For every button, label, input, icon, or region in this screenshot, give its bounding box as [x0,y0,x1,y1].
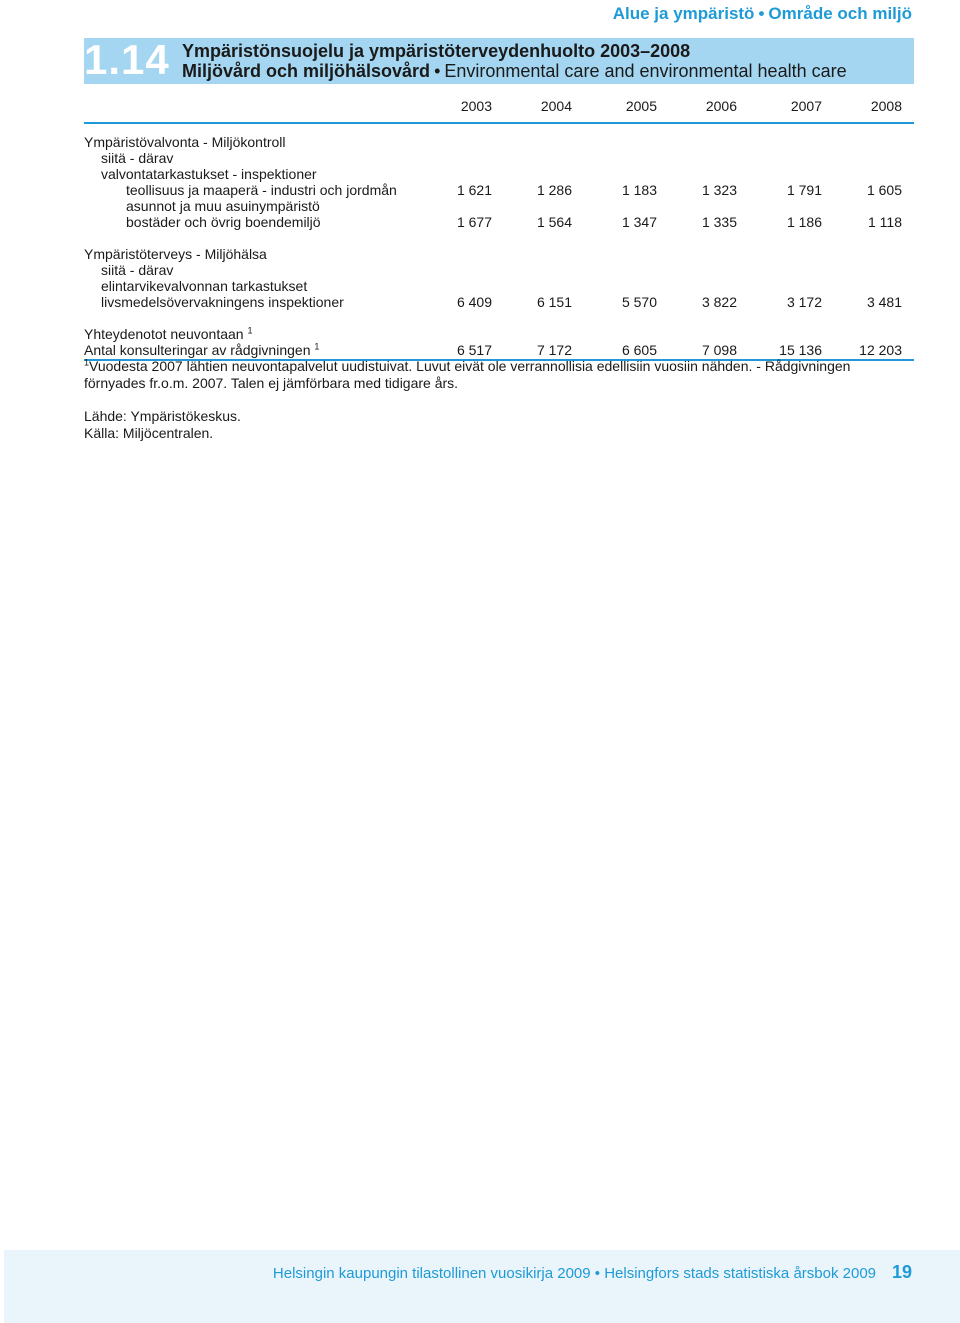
table-title-sv: Miljövård och miljöhälsovård [182,61,431,81]
year-header-row [84,96,914,124]
table-row [84,294,914,310]
section-label-fi: Alue ja ympäristö [612,4,755,23]
cell-value: 6 409 [456,294,492,310]
footnote-marker: 1 [247,325,253,336]
cell-value: 1 186 [786,214,822,230]
page-number: 19 [891,1262,912,1282]
section-bullet: • [758,4,765,23]
cell-value: 6 151 [536,294,572,310]
table-row [84,262,914,278]
row-label [84,326,252,342]
cell-value: 1 118 [868,214,902,230]
cell-value: 6 605 [621,342,657,358]
table-row [84,214,914,230]
cell-value: 1 286 [536,182,572,198]
row-label: valvontatarkastukset - inspektioner [101,166,317,182]
cell-value: 1 677 [456,214,492,230]
cell-value: 1 335 [701,214,737,230]
year-header: 2004 [540,98,572,114]
cell-value: 3 822 [701,294,737,310]
cell-value: 1 605 [866,182,902,198]
table-row [84,166,914,182]
table-row [84,182,914,198]
year-header: 2006 [705,98,737,114]
footnote-marker: 1 [314,341,320,352]
cell-value: 3 172 [786,294,822,310]
table-row [84,150,914,166]
row-label: livsmedelsövervakningens inspektioner [101,294,344,310]
table-row [84,326,914,342]
cell-value: 1 564 [536,214,572,230]
table-title-en: Environmental care and environmental health care [444,61,847,81]
cell-value: 12 203 [859,342,902,358]
source-note [84,408,241,442]
source-fi: Lähde: Ympäristökeskus. [84,408,241,424]
year-header: 2007 [790,98,822,114]
cell-value: 1 791 [786,182,822,198]
cell-value: 6 517 [456,342,492,358]
section-header [613,4,912,24]
cell-value: 1 621 [456,182,492,198]
table-row [84,198,914,214]
table-title-sv-en [182,61,847,82]
row-label-text: Antal konsulteringar av rådgivningen [84,342,311,358]
row-label: siitä - därav [101,150,174,166]
row-label: Ympäristöterveys - Miljöhälsa [84,246,267,262]
table-number: 1.14 [84,36,170,83]
cell-value: 3 481 [866,294,902,310]
footnote-text-fi: Vuodesta 2007 lähtien neuvontapalvelut uudistuivat. Luvut eivät ole verrannollisia edellisiin vuosiin nähden. - Rådgivningen [89,358,851,374]
year-header: 2005 [625,98,657,114]
footnote-text-sv: förnyades fr.o.m. 2007. Talen ej jämförbara med tidigare års. [84,375,459,391]
footer-band [4,1250,960,1323]
footer-publication: Helsingin kaupungin tilastollinen vuosikirja 2009 • Helsingfors stads statistiska årsbok 2009 [272,1265,876,1282]
row-label [84,342,319,358]
section-label-sv: Område och miljö [768,4,912,23]
cell-value: 7 098 [701,342,737,358]
source-sv: Källa: Miljöcentralen. [84,425,214,441]
cell-value: 15 136 [779,342,822,358]
cell-value: 1 323 [701,182,737,198]
cell-value: 7 172 [536,342,572,358]
footnote-marker: 1 [84,357,90,368]
table-row [84,246,914,262]
year-header: 2008 [870,98,902,114]
table-row [84,134,914,150]
table-title-fi: Ympäristönsuojelu ja ympäristöterveydenhuolto 2003–2008 [182,41,691,61]
row-label: bostäder och övrig boendemiljö [126,214,321,230]
cell-value: 1 347 [621,214,657,230]
title-bullet: • [434,61,441,81]
row-label: teollisuus ja maaperä - industri och jordmån [126,182,397,198]
footnote [84,358,904,392]
cell-value: 1 183 [621,182,657,198]
row-label-text: Yhteydenotot neuvontaan [84,326,244,342]
row-label: asunnot ja muu asuinympäristö [126,198,320,214]
row-label: elintarvikevalvonnan tarkastukset [101,278,308,294]
cell-value: 5 570 [621,294,657,310]
row-label: siitä - därav [101,262,174,278]
table-row [84,278,914,294]
statistics-table [84,96,914,361]
year-header: 2003 [460,98,492,114]
row-label: Ympäristövalvonta - Miljökontroll [84,134,286,150]
